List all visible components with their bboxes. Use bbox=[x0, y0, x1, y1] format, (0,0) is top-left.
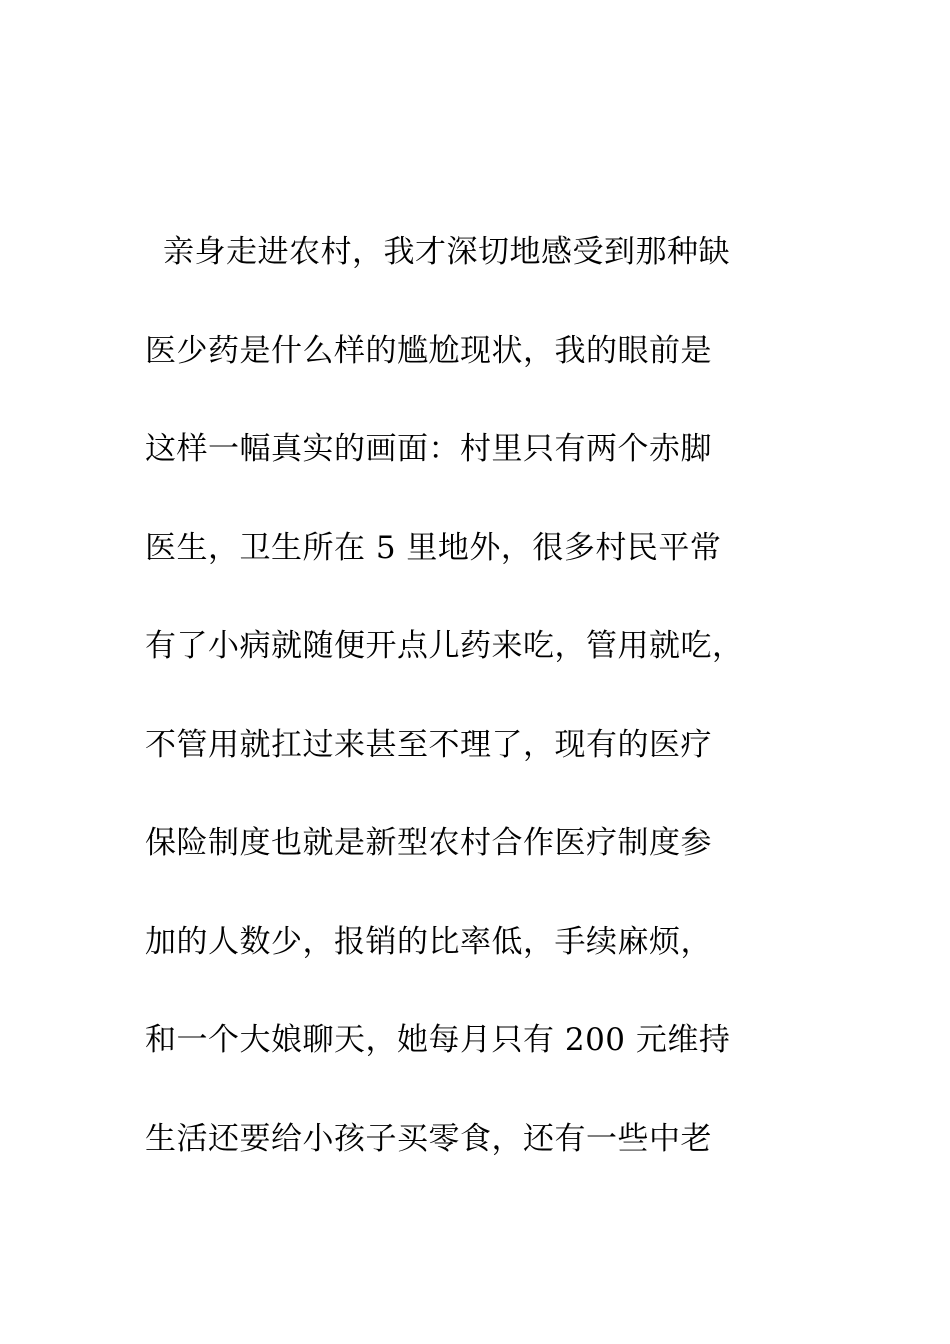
text-line: 这样一幅真实的画面：村里只有两个赤脚 bbox=[145, 431, 712, 467]
text-line: 医生，卫生所在 5 里地外，很多村民平常 bbox=[145, 529, 722, 566]
text-line: 有了小病就随便开点儿药来吃，管用就吃， bbox=[145, 628, 744, 664]
text-line: 不管用就扛过来甚至不理了，现有的医疗 bbox=[145, 726, 712, 763]
text-line: 和一个大娘聊天，她每月只有 200 元维持 bbox=[145, 1022, 731, 1058]
body-paragraph bbox=[145, 222, 825, 1207]
text-line: 保险制度也就是新型农村合作医疗制度参 bbox=[145, 825, 712, 861]
text-line: 亲身走进农村，我才深切地感受到那种缺 bbox=[163, 234, 730, 270]
text-line: 医少药是什么样的尴尬现状，我的眼前是 bbox=[145, 332, 712, 369]
text-line: 生活还要给小孩子买零食，还有一些中老 bbox=[145, 1120, 712, 1157]
text-line: 加的人数少，报销的比率低，手续麻烦， bbox=[145, 923, 712, 960]
